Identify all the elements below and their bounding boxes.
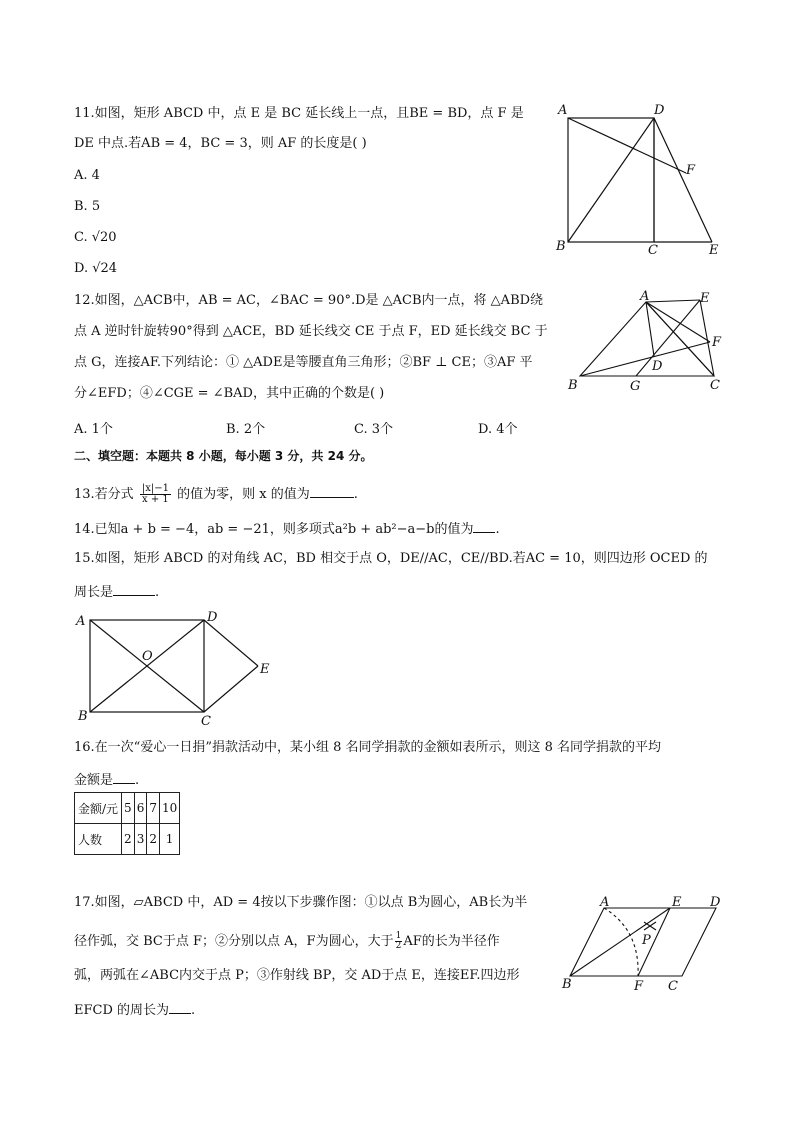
q17-answer-blank[interactable]	[169, 1001, 191, 1014]
q16-header-count: 人数	[75, 824, 122, 855]
q14-text: 14.已知a + b = −4，ab = −21，则多项式a²b + ab²−a−b的值为	[74, 522, 474, 537]
q12-option-c[interactable]: C. 3个	[354, 422, 394, 437]
q12-figure	[562, 290, 737, 398]
q15-label-a: A	[76, 614, 86, 629]
q17-figure	[556, 894, 736, 994]
q17-line3: 弧，两弧在∠ABC内交于点 P；③作射线 BP，交 AD于点 E，连接EF.四边形	[74, 968, 520, 983]
q17-label-a: A	[600, 895, 610, 910]
q12-label-g: G	[630, 379, 641, 394]
q17-line1: 17.如图，▱ABCD 中，AD = 4按以下步骤作图：①以点 B为圆心，AB长为半	[74, 895, 528, 910]
q17-label-e: E	[672, 895, 682, 910]
q13-pre: 13.若分式	[74, 487, 134, 502]
q11-line2: DE 中点.若AB = 4，BC = 3，则 AF 的长度是( )	[74, 136, 367, 151]
q11-diagonal-bd	[568, 118, 654, 242]
q13-numerator: |x|−1	[141, 483, 169, 494]
q11-option-d[interactable]: D. √24	[74, 261, 118, 276]
q13-denominator: x + 1	[142, 494, 169, 505]
q12-line4: 分∠EFD；④∠CGE = ∠BAD，其中正确的个数是( )	[74, 386, 385, 401]
q12-line2: 点 A 逆时针旋转90°得到 △ACE，BD 延长线交 CE 于点 F，ED 延长线交 BC 于	[74, 324, 548, 339]
table-row	[75, 793, 180, 824]
q12-label-e: E	[700, 291, 710, 306]
q15-label-e: E	[260, 662, 270, 677]
q12-line3: 点 G，连接AF.下列结论：① △ADE是等腰直角三角形；②BF ⊥ CE；③AF 平	[74, 355, 533, 370]
q17-line4-wrap	[74, 1001, 195, 1019]
q11-line1: 11.如图，矩形 ABCD 中，点 E 是 BC 延长线上一点，且BE = BD，点 F 是	[74, 106, 524, 121]
q17-fraction	[395, 932, 403, 951]
q11-segment-af	[568, 118, 686, 173]
q15-label-c: C	[201, 714, 211, 729]
q12-label-f: F	[712, 335, 722, 350]
q15-segment-ce	[204, 666, 258, 712]
q17-arc	[604, 908, 638, 976]
table-cell: 2	[147, 824, 160, 855]
q12-label-b: B	[568, 378, 578, 393]
q11-label-e: E	[709, 243, 719, 258]
q16-answer-blank[interactable]	[113, 771, 135, 784]
q11-figure	[550, 98, 730, 263]
q17-line4: EFCD 的周长为	[74, 1003, 170, 1018]
q15-line2-wrap	[74, 583, 159, 601]
table-cell: 6	[134, 793, 147, 824]
q15-segment-de	[204, 620, 258, 666]
table-cell: 5	[122, 793, 135, 824]
q13-answer-blank[interactable]	[310, 485, 354, 498]
question-14	[74, 520, 500, 538]
q17-frac-den: 2	[395, 941, 402, 951]
q16-header-amount: 金额/元	[75, 793, 122, 824]
q17-line2-wrap	[74, 932, 500, 952]
q12-segment-af	[646, 302, 710, 342]
q16-line2: 金额是	[74, 773, 114, 788]
q17-label-f: F	[634, 979, 644, 994]
q11-option-b[interactable]: B. 5	[74, 199, 101, 214]
q17-ray-bp	[570, 908, 670, 976]
q17-label-c: C	[668, 979, 678, 994]
q15-label-b: B	[78, 709, 88, 724]
q12-label-d: D	[652, 359, 663, 374]
q17-label-p: P	[642, 933, 651, 948]
q17-label-d: D	[710, 895, 721, 910]
q11-option-a[interactable]: A. 4	[74, 168, 100, 183]
q11-label-d: D	[654, 103, 665, 118]
q15-label-o: O	[142, 649, 153, 664]
table-cell: 2	[122, 824, 135, 855]
q15-figure	[70, 605, 280, 730]
q12-segment-ae	[646, 300, 700, 302]
q16-table	[74, 792, 180, 855]
q12-line1: 12.如图，△ACB中，AB = AC，∠BAC = 90°.D是 △ACB内一点，将 △ABD绕	[74, 293, 544, 308]
q12-segment-eg	[636, 300, 700, 376]
table-cell: 10	[159, 793, 179, 824]
q11-label-c: C	[648, 243, 658, 258]
q12-option-a[interactable]: A. 1个	[74, 422, 113, 437]
q14-end: .	[495, 522, 500, 537]
q17-line2b: AF的长为半径作	[403, 934, 500, 949]
table-cell: 3	[134, 824, 147, 855]
question-13	[74, 484, 358, 505]
q13-end: .	[353, 487, 358, 502]
q12-option-d[interactable]: D. 4个	[478, 422, 518, 437]
q16-line1: 16.在一次“爱心一日捐”捐款活动中，某小组 8 名同学捐款的金额如表所示，则这 8 名同学捐款的平均	[74, 740, 662, 755]
q17-line2: 径作弧，交 BC于点 F；②分别以点 A，F为圆心，大于	[74, 934, 394, 949]
q15-line2: 周长是	[74, 585, 114, 600]
q12-segment-bf	[580, 342, 710, 376]
q16-line2-wrap	[74, 771, 139, 789]
q13-post: 的值为零，则 x 的值为	[177, 487, 310, 502]
q11-label-a: A	[558, 103, 568, 118]
table-row	[75, 824, 180, 855]
q15-line1: 15.如图，矩形 ABCD 的对角线 AC，BD 相交于点 O，DE//AC，CE//BD.若AC = 10，则四边形 OCED 的	[74, 551, 708, 566]
table-cell: 1	[159, 824, 179, 855]
q17-frac-num: 1	[395, 931, 402, 941]
q11-option-c[interactable]: C. √20	[74, 230, 117, 245]
q15-answer-blank[interactable]	[113, 583, 155, 596]
section-2-heading: 二、填空题：本题共 8 小题，每小题 3 分，共 24 分。	[74, 449, 373, 463]
q16-end: .	[135, 773, 140, 788]
q17-label-b: B	[562, 977, 572, 992]
q12-label-a: A	[640, 290, 650, 304]
q12-option-b[interactable]: B. 2个	[226, 422, 266, 437]
q12-label-c: C	[710, 378, 720, 393]
q15-label-d: D	[207, 610, 218, 625]
q15-end: .	[155, 585, 160, 600]
q12-triangle-acb	[580, 302, 714, 376]
q13-fraction	[140, 484, 171, 505]
q11-label-f: F	[686, 163, 696, 178]
q17-end: .	[191, 1003, 196, 1018]
q11-segment-de	[654, 118, 712, 242]
table-cell: 7	[147, 793, 160, 824]
q14-answer-blank[interactable]	[473, 520, 495, 533]
q11-label-b: B	[556, 239, 566, 254]
